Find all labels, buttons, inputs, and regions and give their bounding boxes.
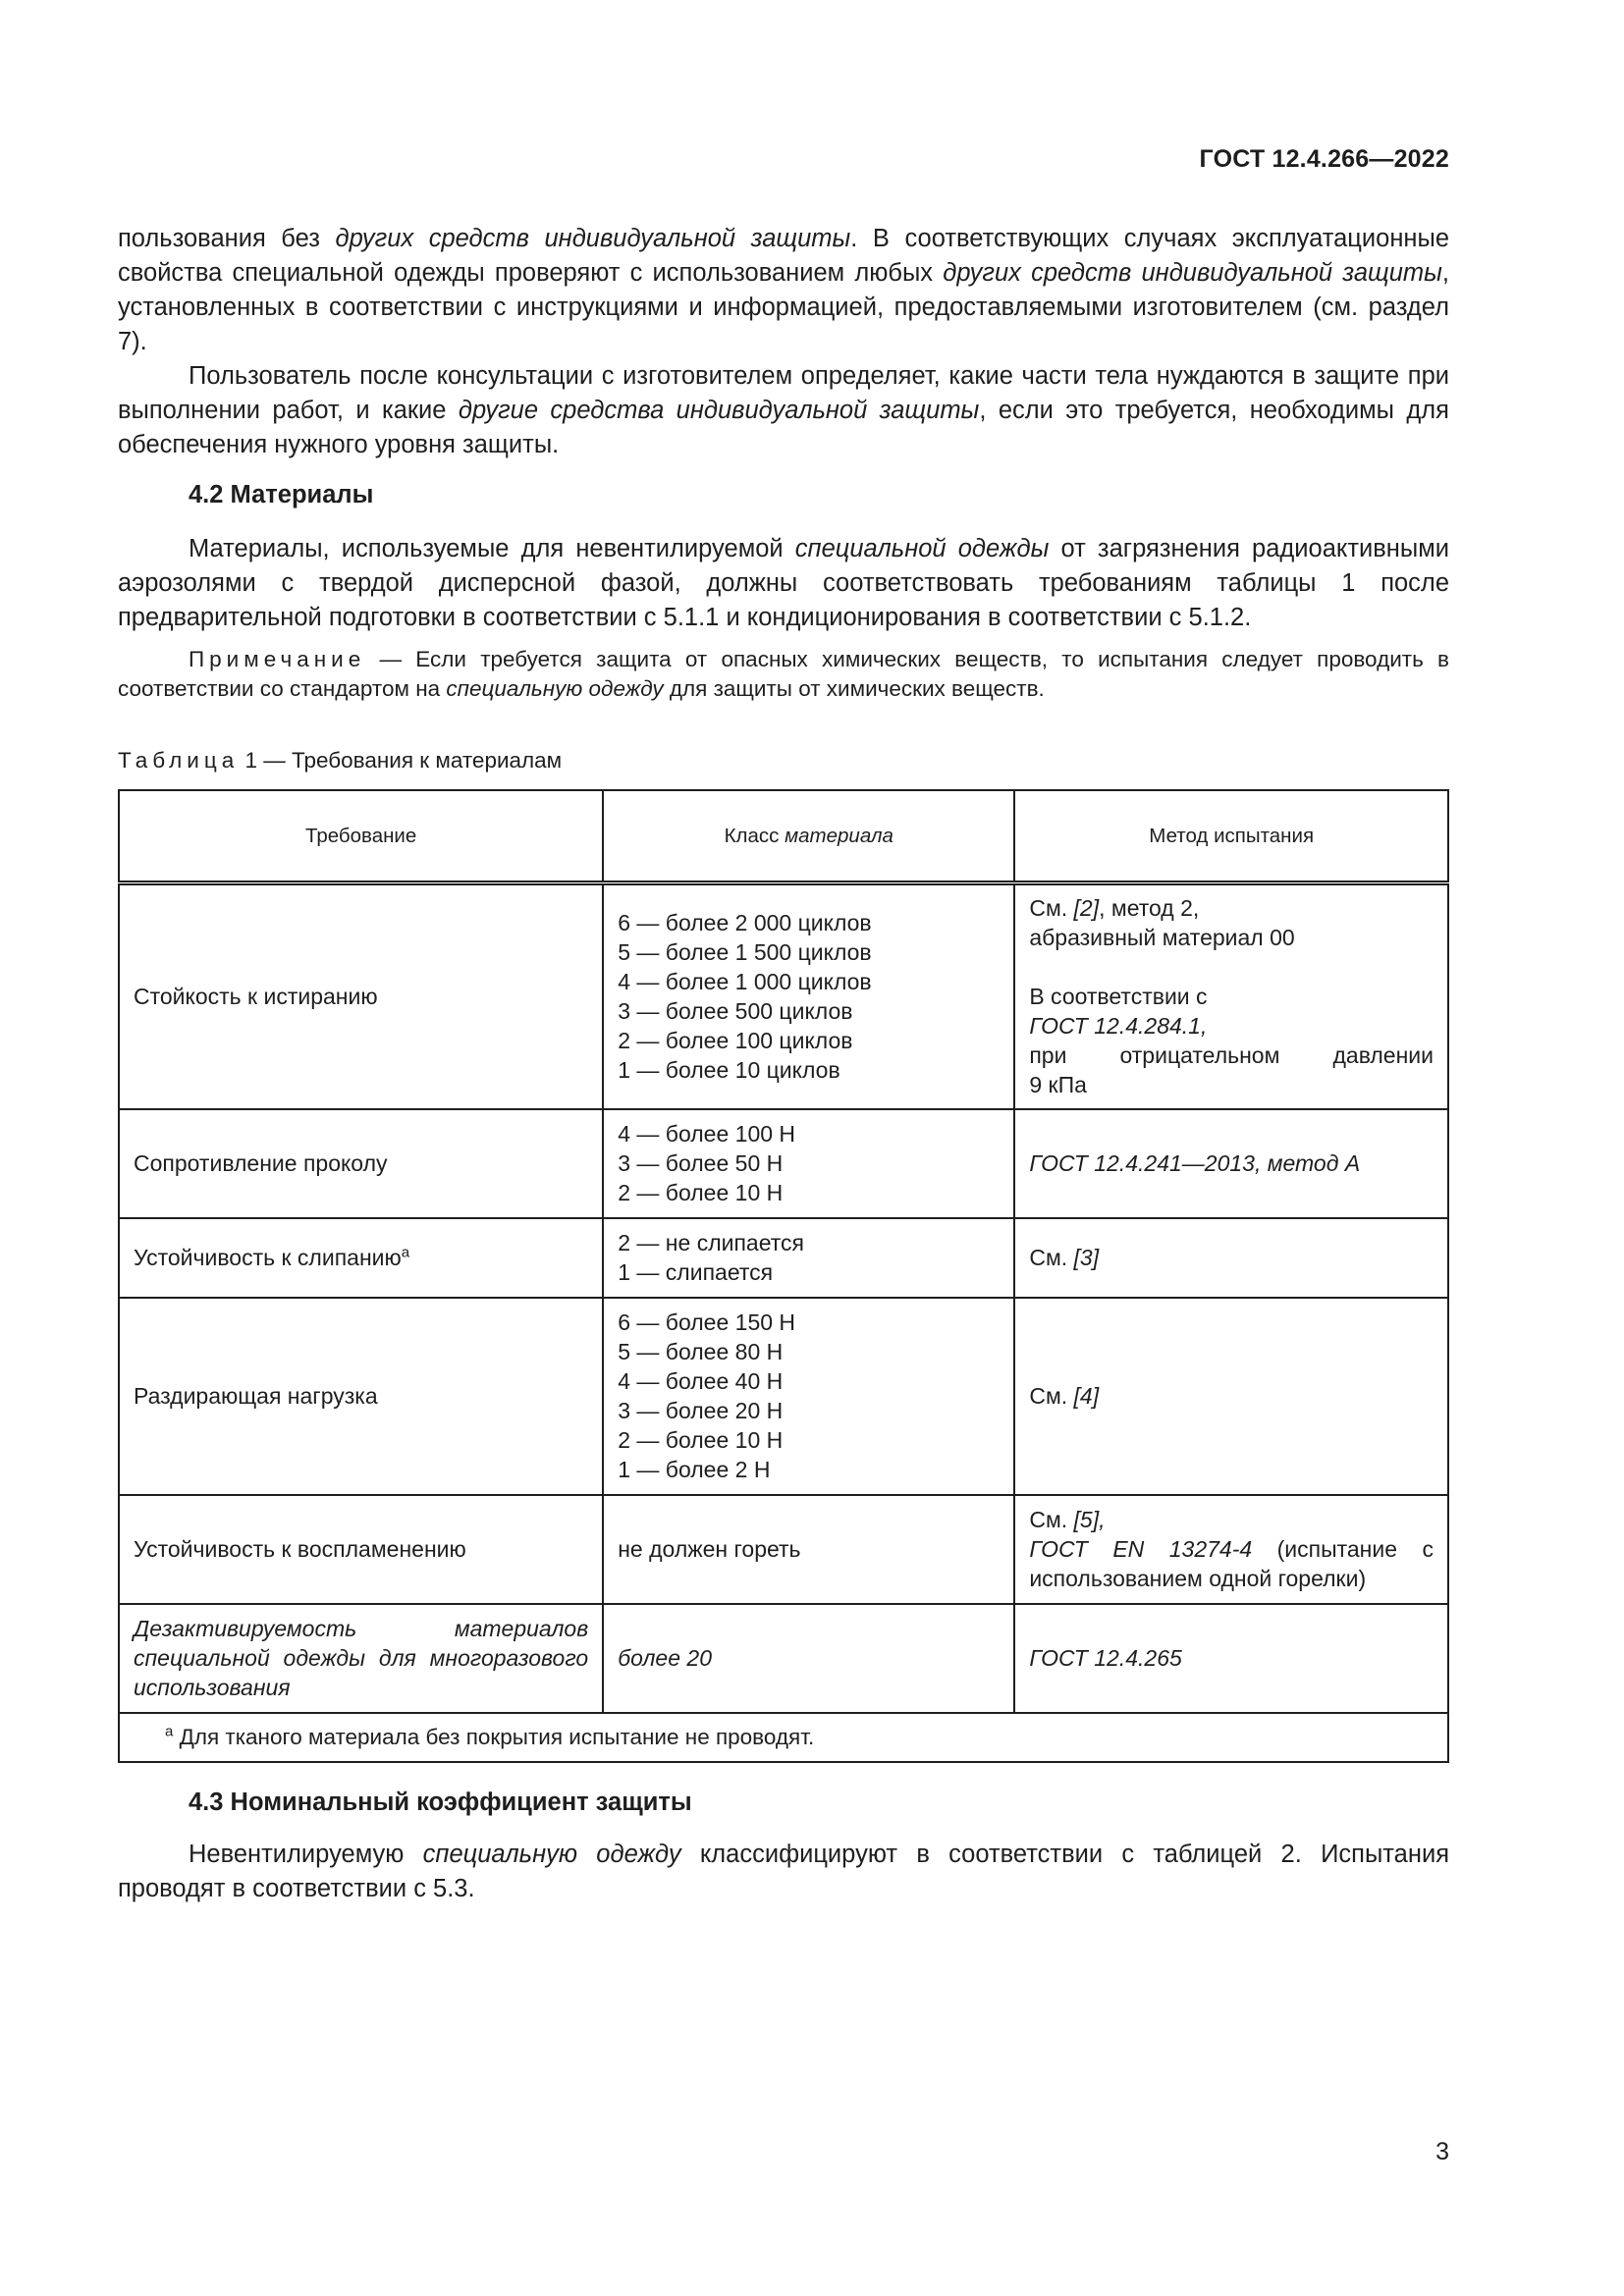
class-line: 6 — более 150 Н [618, 1309, 796, 1335]
cell-method: См. [2], метод 2, абразивный материал 00 В соответствии с ГОСТ 12.4.284.1, при отрицательном давлении 9 кПа [1014, 883, 1448, 1109]
class-line: 5 — более 1 500 циклов [618, 939, 872, 966]
paragraph-intro-1: пользования без других средств индивидуальной защиты. В соответствующих случаях эксплуатационные свойства специальной одежды проверяют с использованием любых других средств индивидуальной защиты, установленных в соответствии с инструкциями и информацией, предоставляемыми изготовителем (см. раздел 7). [118, 225, 1449, 355]
cell-requirement: Устойчивость к слипанию$^а$ [119, 1218, 603, 1298]
table-row [119, 1109, 1448, 1218]
header-material-class: Класс материала [603, 790, 1014, 883]
table-row [119, 1495, 1448, 1604]
class-line: 4 — более 40 Н [618, 1368, 784, 1394]
page-number: 3 [1435, 2138, 1449, 2165]
header-requirement: Требование [119, 790, 603, 883]
cell-method: ГОСТ 12.4.241—2013, метод А [1014, 1109, 1448, 1218]
cell-requirement: Сопротивление проколу [119, 1109, 603, 1218]
class-line: 3 — более 500 циклов [618, 998, 853, 1025]
section-4-2 [118, 481, 1449, 509]
section-4-3-body [118, 1838, 1449, 1906]
note-paragraph [118, 645, 1449, 704]
cell-method: ГОСТ 12.4.265 [1014, 1604, 1448, 1713]
cell-method: См. [3] [1014, 1218, 1448, 1298]
section-heading-4-3: 4.3 Номинальный коэффициент защиты [189, 1789, 692, 1816]
cell-class-list [603, 1298, 1014, 1495]
cell-requirement: Устойчивость к воспламенению [119, 1495, 603, 1604]
table-caption-label: Таблица [118, 748, 240, 773]
class-line: 1 — более 2 Н [618, 1457, 771, 1482]
document-header: ГОСТ 12.4.266—2022 [1199, 145, 1449, 173]
class-line: 3 — более 20 Н [618, 1398, 784, 1423]
table-row [119, 883, 1448, 1109]
section-4-2-body [118, 532, 1449, 635]
cell-method: См. [5], ГОСТ EN 13274-4 (испытание с использованием одной горелки) [1014, 1495, 1448, 1604]
cell-method: См. [4] [1014, 1298, 1448, 1495]
table-row [119, 1604, 1448, 1713]
class-line: 2 — более 100 циклов [618, 1028, 853, 1054]
header-test-method: Метод испытания [1014, 790, 1448, 883]
paragraph-protection-factor: Невентилируемую специальную одежду классифицируют в соответствии с таблицей 2. Испытания проводят в соответствии с 5.3. [118, 1841, 1449, 1902]
requirements-table [118, 789, 1449, 1763]
class-line: 1 — более 10 циклов [618, 1057, 840, 1084]
paragraph-intro-2: Пользователь после консультации с изготовителем определяет, какие части тела нуждаются в защите при выполнении работ, и какие другие средства индивидуальной защиты, если это требуется, необходимы для обеспечения нужного уровня защиты. [118, 362, 1449, 458]
cell-class-list [603, 1218, 1014, 1298]
note-block [118, 645, 1449, 704]
footnote-marker: а [401, 1244, 410, 1261]
class-line: 5 — более 80 Н [618, 1339, 784, 1364]
cell-requirement: Дезактивируемость материалов специальной одежды для многоразового использования [119, 1604, 603, 1713]
note-text: — Если требуется защита от опасных химических веществ, то испытания следует проводить в соответствии со стандартом на специальную одежду для защиты от химических веществ. [118, 647, 1449, 701]
intro-block [118, 222, 1449, 462]
footnote-mark: а [165, 1723, 174, 1739]
table-caption-text: 1 — Требования к материалам [239, 748, 563, 773]
cell-requirement: Стойкость к истиранию [119, 883, 603, 1109]
class-line: 2 — не слипается [618, 1230, 804, 1255]
cell-class-list [603, 1109, 1014, 1218]
section-4-3 [118, 1789, 1449, 1817]
cell-class-list [603, 883, 1014, 1109]
table-footnote: $^а$ Для тканого материала без покрытия испытание не проводят. [119, 1713, 1448, 1762]
table-header-row [119, 790, 1448, 883]
cell-requirement: Раздирающая нагрузка [119, 1298, 603, 1495]
class-line: 2 — более 10 Н [618, 1180, 784, 1205]
class-line: 6 — более 2 000 циклов [618, 910, 872, 936]
paragraph-materials: Материалы, используемые для невентилируемой специальной одежды от загрязнения радиоактивными аэрозолями с твердой дисперсной фазой, должны соответствовать требованиям таблицы 1 после предварительной подготовки в соответствии с 5.1.1 и кондиционирования в соответствии с 5.1.2. [118, 535, 1449, 631]
class-line: 3 — более 50 Н [618, 1150, 784, 1176]
table-footnote-row [119, 1713, 1448, 1762]
table-row [119, 1218, 1448, 1298]
class-line: 4 — более 100 Н [618, 1121, 796, 1147]
table-row [119, 1298, 1448, 1495]
class-line: 4 — более 1 000 циклов [618, 969, 872, 995]
class-line: 1 — слипается [618, 1259, 774, 1285]
section-heading-4-2: 4.2 Материалы [189, 481, 374, 508]
class-line: 2 — более 10 Н [618, 1427, 784, 1453]
table-caption [118, 748, 1449, 774]
cell-class-value: не должен гореть [603, 1495, 1014, 1604]
note-label: Примечание [189, 647, 366, 671]
cell-class-value: более 20 [603, 1604, 1014, 1713]
